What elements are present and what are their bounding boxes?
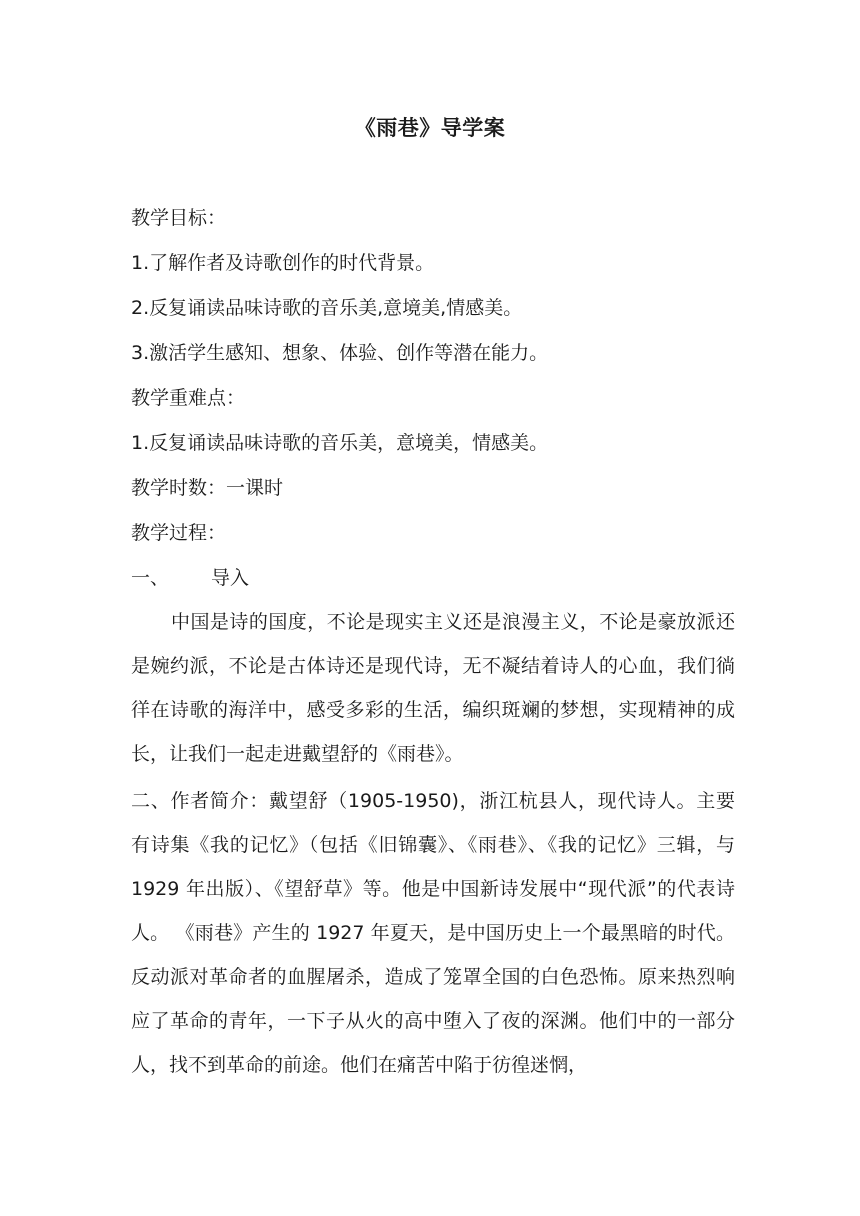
goal-item-3: 3.激活学生感知、想象、体验、创作等潜在能力。 (131, 342, 549, 364)
author-paragraph (131, 779, 735, 1087)
process-heading: 教学过程： (131, 522, 227, 544)
section-number: 一、 (131, 567, 170, 589)
goals-heading: 教学目标： (131, 207, 227, 229)
page-title: 《雨巷》导学案 (354, 116, 506, 140)
intro-text: 中国是诗的国度，不论是现实主义还是浪漫主义，不论是豪放派还是婉约派，不论是古体诗还是现代诗，无不凝结着诗人的心血，我们徜徉在诗歌的海洋中，感受多彩的生活，编织斑斓的梦想，实现精神的成长，让我们一起走进戴望舒的《雨巷》。 (131, 611, 735, 765)
section-intro-heading (131, 564, 249, 592)
author-text: 二、作者简介：戴望舒（1905-1950)，浙江杭县人，现代诗人。主要有诗集《我的记忆》（包括《旧锦囊》、《雨巷》、《我的记忆》三辑，与 1929 年出版）、《望舒草》等。他是中国新诗发展中“现代派”的代表诗人。 《雨巷》产生的 1927 年夏天，是中国历史上一个最黑暗的时代。反动派对革命者的血腥屠杀，造成了笼罩全国的白色恐怖。原来热烈响应了革命的青年，一下子从火的高中堕入了夜的深渊。他们中的一部分人，找不到革命的前途。他们在痛苦中陷于彷徨迷惘， (131, 790, 735, 1076)
teaching-hours: 教学时数：一课时 (131, 477, 284, 499)
goal-item-1: 1.了解作者及诗歌创作的时代背景。 (131, 252, 435, 274)
goal-item-2: 2.反复诵读品味诗歌的音乐美,意境美,情感美。 (131, 297, 523, 319)
intro-paragraph (131, 600, 735, 776)
key-point-item-1: 1.反复诵读品味诗歌的音乐美，意境美，情感美。 (131, 432, 549, 454)
section-label: 导入 (211, 567, 250, 589)
key-points-heading: 教学重难点： (131, 387, 246, 409)
